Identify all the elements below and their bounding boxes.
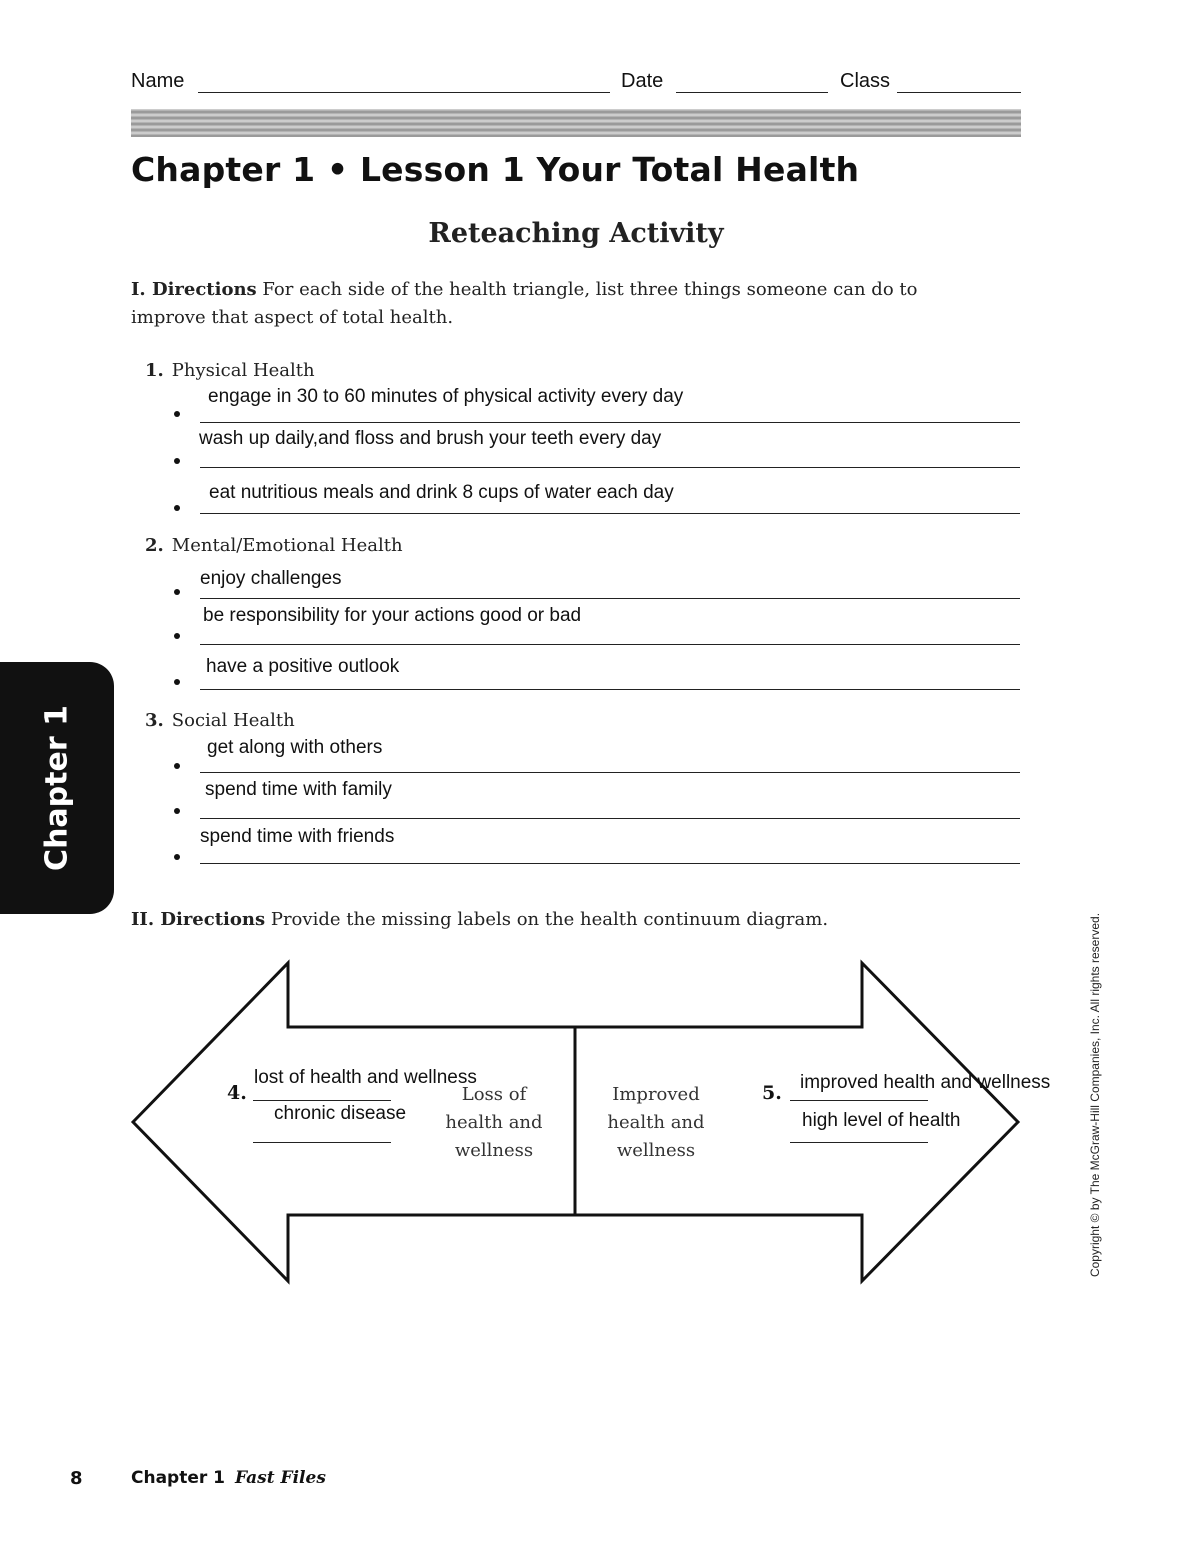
label-line-text: wellness — [454, 1140, 534, 1161]
answer-text[interactable]: lost of health and wellness — [254, 1067, 477, 1088]
page-subtitle: Reteaching Activity — [428, 218, 724, 249]
class-label: Class — [840, 70, 891, 92]
loss-of-health-label — [432, 1081, 556, 1165]
label-line-text: wellness — [616, 1140, 696, 1161]
footer-book: Fast Files — [235, 1468, 326, 1488]
label-line-text: health and — [445, 1112, 543, 1133]
section-number: 1. — [145, 360, 164, 381]
section-title: Social Health — [171, 710, 295, 731]
answer-text[interactable]: enjoy challenges — [200, 568, 342, 589]
label-line — [790, 1100, 928, 1101]
answer-text[interactable]: high level of health — [802, 1110, 961, 1131]
answer-text[interactable]: be responsibility for your actions good or bad — [203, 605, 582, 626]
answer-text[interactable]: eat nutritious meals and drink 8 cups of water each day — [209, 482, 674, 503]
label-line-text: Improved — [612, 1084, 700, 1105]
answer-text[interactable]: engage in 30 to 60 minutes of physical activity every day — [208, 386, 684, 407]
section-title: Physical Health — [171, 360, 315, 381]
improved-health-label — [594, 1081, 718, 1165]
part1-directions-text: For each side of the health triangle, list three things someone can do to improve that aspect of total health. — [131, 279, 918, 328]
answer-text[interactable]: wash up daily,and floss and brush your teeth every day — [199, 428, 662, 449]
label-line-text: Loss of — [461, 1084, 527, 1105]
answer-text[interactable]: have a positive outlook — [206, 656, 400, 677]
page-title: Chapter 1 • Lesson 1 Your Total Health — [131, 150, 860, 189]
part2-directions-label: II. Directions — [131, 909, 266, 930]
name-label: Name — [131, 70, 185, 92]
page-number: 8 — [70, 1468, 83, 1489]
footer-chapter: Chapter 1 — [131, 1468, 226, 1488]
footer-book-title — [131, 1468, 326, 1488]
section-number: 2. — [145, 535, 164, 556]
label-line — [253, 1100, 391, 1101]
answer-text[interactable]: get along with others — [207, 737, 383, 758]
answer-text[interactable]: spend time with family — [205, 779, 392, 800]
answer-text[interactable]: improved health and wellness — [800, 1072, 1051, 1093]
label-number-4: 4. — [227, 1082, 247, 1104]
copyright-notice: Copyright © by The McGraw-Hill Companies, Inc. All rights reserved. — [1088, 912, 1102, 1278]
label-line — [253, 1142, 391, 1143]
answer-text[interactable]: chronic disease — [274, 1103, 407, 1124]
section-title: Mental/Emotional Health — [171, 535, 403, 556]
label-number-5: 5. — [762, 1082, 782, 1104]
label-line-text: health and — [607, 1112, 705, 1133]
part2-directions-text: Provide the missing labels on the health continuum diagram. — [270, 909, 829, 930]
label-line — [790, 1142, 928, 1143]
answer-text[interactable]: spend time with friends — [200, 826, 395, 847]
chapter-side-tab-label: Chapter 1 — [39, 705, 75, 871]
section-number: 3. — [145, 710, 164, 731]
part1-directions-label: I. Directions — [131, 279, 257, 300]
date-label: Date — [621, 70, 664, 92]
